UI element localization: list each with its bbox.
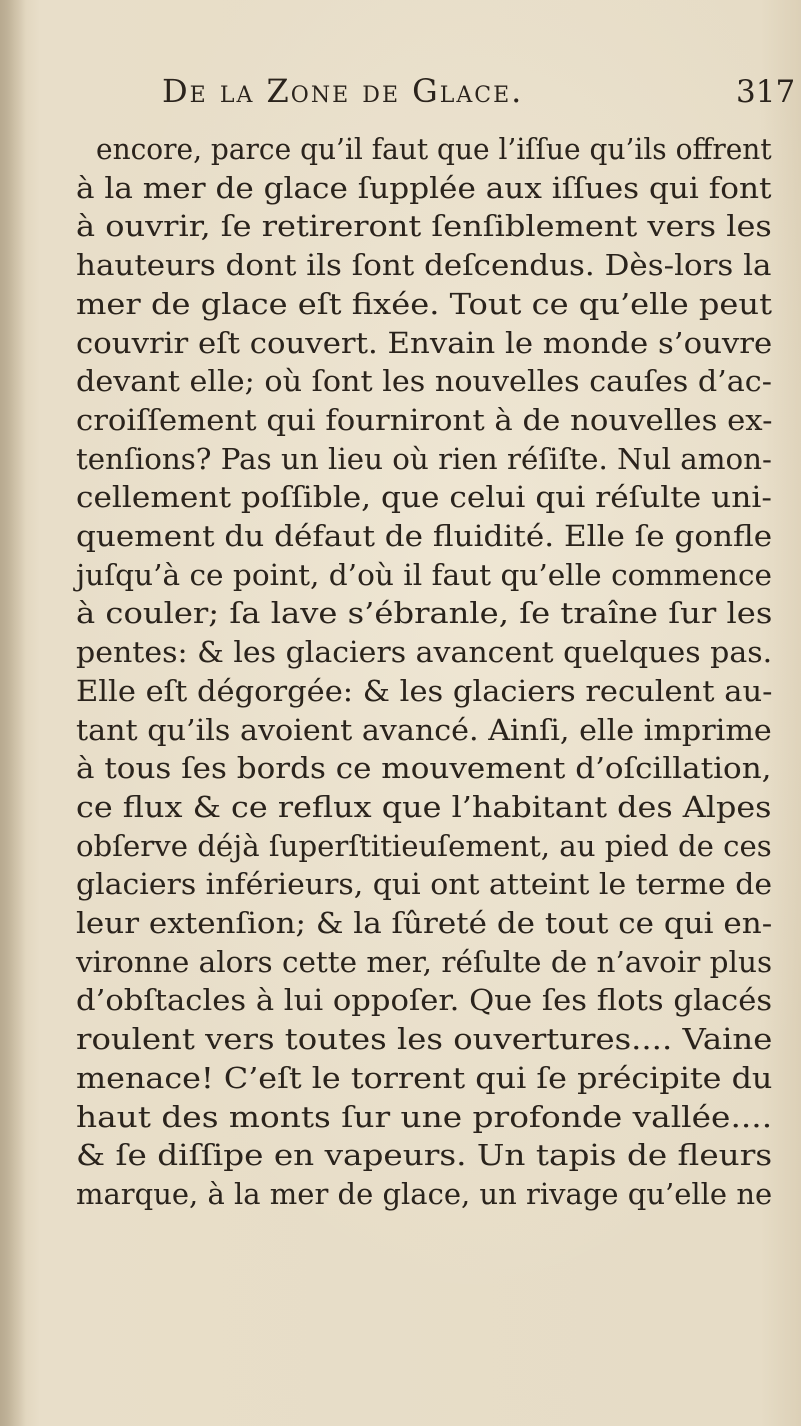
text-line: glaciers inférieurs, qui ont atteint le terme de: [76, 867, 773, 902]
text-line: tant qu’ils avoient avancé. Ainſi, elle imprime: [76, 712, 772, 747]
page-gutter-shadow: [0, 0, 26, 1426]
running-title: De la Zone de Glace.: [162, 72, 524, 110]
text-line: couvrir eſt couvert. Envain le monde s’ouvre: [76, 325, 773, 360]
text-line: ce flux & ce reflux que l’habitant des Alpes: [76, 789, 772, 824]
text-line: encore, parce qu’il faut que l’iſſue qu’ils offrent: [96, 132, 772, 166]
text-line: mer de glace eſt fixée. Tout ce qu’elle peut: [76, 286, 772, 321]
text-line: vironne alors cette mer, réſulte de n’avoir plus: [76, 944, 773, 979]
text-line: à ouvrir, ſe retireront ſenſiblement vers les: [76, 209, 772, 244]
text-line: pentes: & les glaciers avancent quelques pas.: [76, 635, 773, 670]
text-line: croiſſement qui fourniront à de nouvelles ex-: [76, 402, 773, 437]
text-line: juſqu’à ce point, d’où il faut qu’elle commence: [76, 557, 773, 592]
text-line: à la mer de glace ſupplée aux iſſues qui font: [76, 170, 772, 205]
text-line: à couler; ſa lave s’ébranle, ſe traîne ſur les: [76, 596, 773, 631]
text-line: hauteurs dont ils ſont deſcendus. Dès-lors la: [76, 248, 772, 283]
text-line: leur extenſion; & la ſûreté de tout ce qui en-: [76, 906, 773, 940]
text-line: roulent vers toutes les ouvertures.... Vaine: [76, 1022, 773, 1057]
text-line: d’obſtacles à lui oppoſer. Que ſes flots glacés: [76, 983, 773, 1018]
text-line: & ſe diſſipe en vapeurs. Un tapis de fleurs: [76, 1138, 773, 1173]
text-line: devant elle; où ſont les nouvelles cauſes d’ac-: [76, 364, 772, 399]
running-head: [0, 72, 801, 122]
text-line: haut des monts ſur une profonde vallée....: [76, 1099, 773, 1134]
text-line: tenſions? Pas un lieu où rien réſiſte. Nul amon-: [76, 441, 772, 476]
page-number: 317: [736, 74, 796, 110]
text-line: obſerve déjà ſuperſtitieuſement, au pied de ces: [76, 828, 772, 863]
text-line: marque, à la mer de glace, un rivage qu’elle ne: [76, 1176, 773, 1211]
text-line: cellement poſſible, que celui qui réſulte uni-: [76, 480, 772, 515]
text-line: à tous ſes bords ce mouvement d’oſcillation,: [76, 751, 772, 786]
text-line: quement du défaut de fluidité. Elle ſe gonfle: [76, 519, 773, 553]
text-line: menace! C’eſt le torrent qui ſe précipite du: [76, 1060, 773, 1095]
text-line: Elle eſt dégorgée: & les glaciers reculent au-: [76, 673, 773, 708]
